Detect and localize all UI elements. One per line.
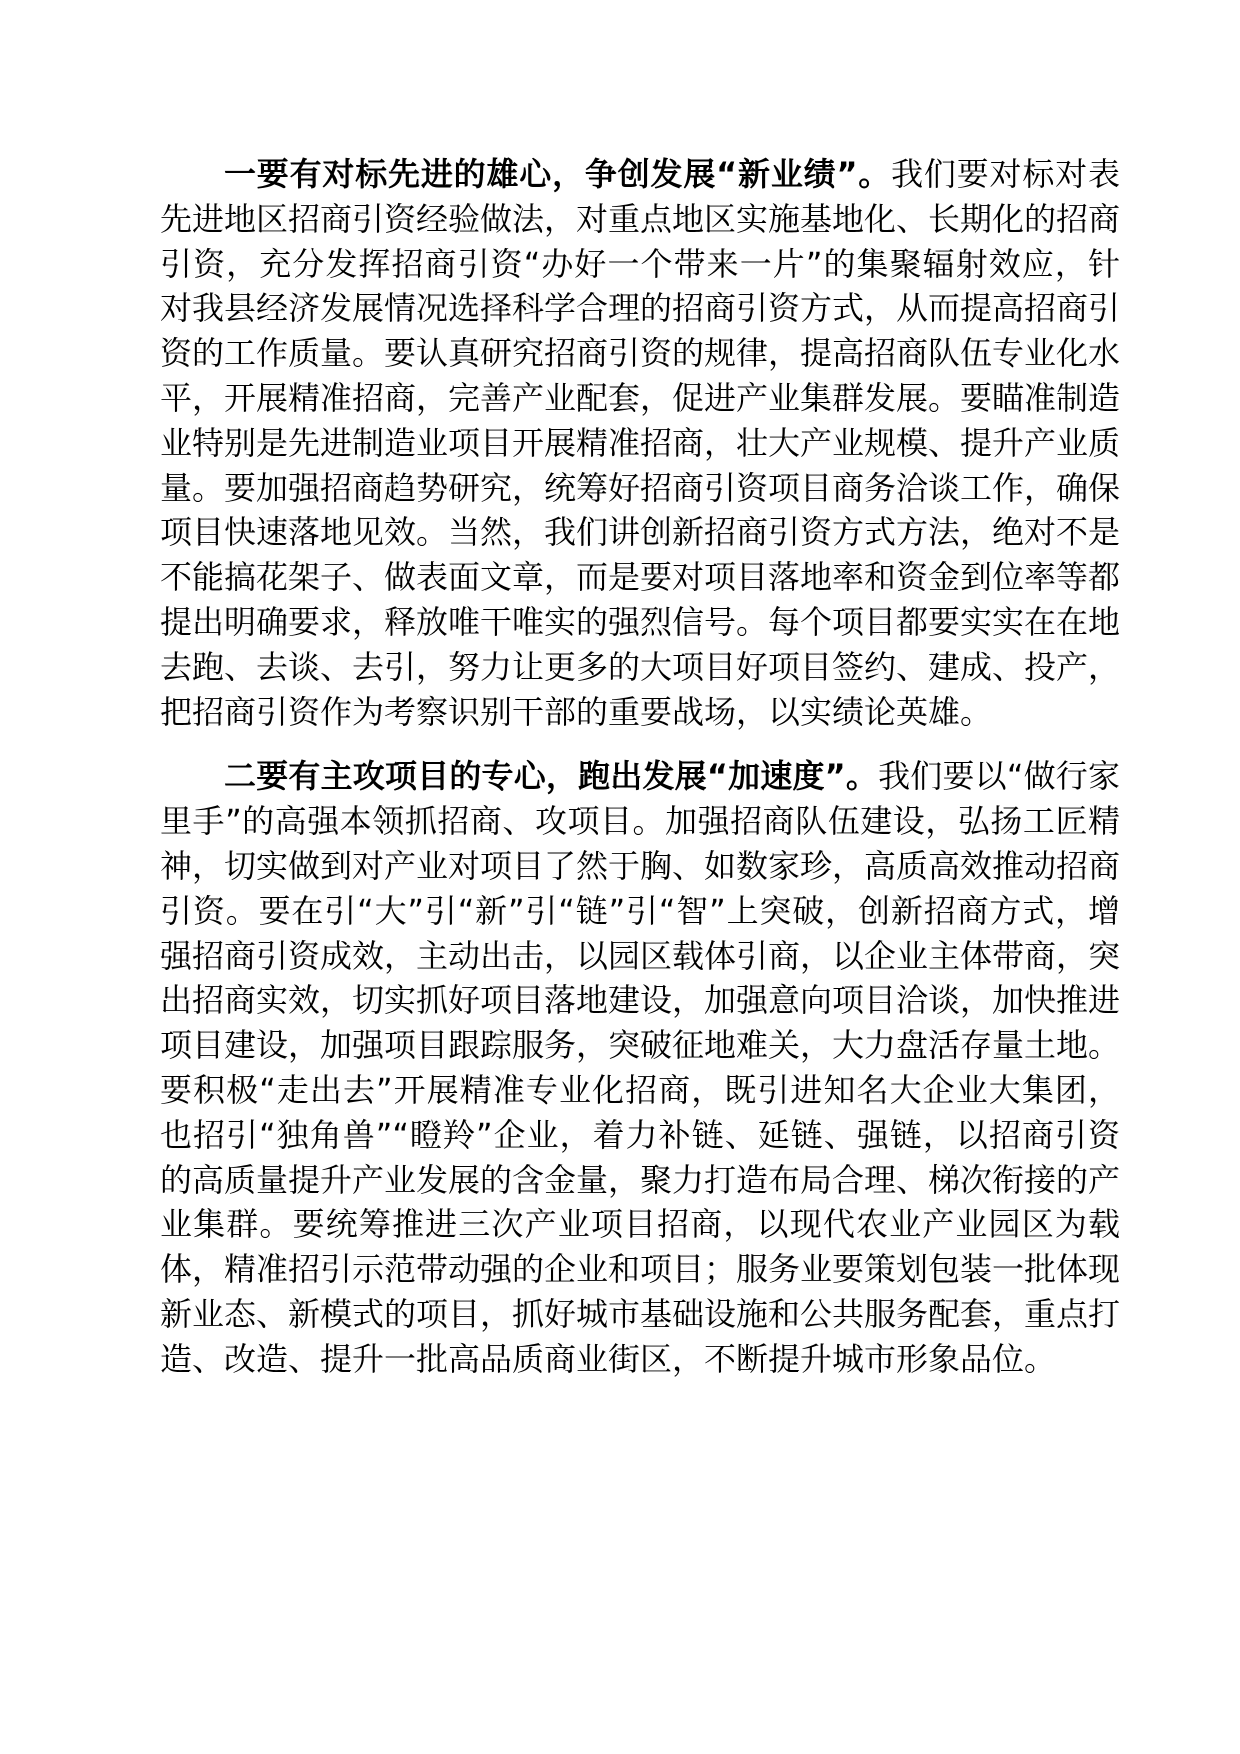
paragraph-1 bbox=[160, 152, 1120, 734]
paragraph-1-body: 我们要对标对表先进地区招商引资经验做法，对重点地区实施基地化、长期化的招商引资，充分发挥招商引资“办好一个带来一片”的集聚辐射效应，针对我县经济发展情况选择科学合理的招商引资方式，从而提高招商引资的工作质量。要认真研究招商引资的规律，提高招商队伍专业化水平，开展精准招商，完善产业配套，促进产业集群发展。要瞄准制造业特别是先进制造业项目开展精准招商，壮大产业规模、提升产业质量。要加强招商趋势研究，统筹好招商引资项目商务洽谈工作，确保项目快速落地见效。当然，我们讲创新招商引资方式方法，绝对不是不能搞花架子、做表面文章，而是要对项目落地率和资金到位率等都提出明确要求，释放唯干唯实的强烈信号。每个项目都要实实在在地去跑、去谈、去引，努力让更多的大项目好项目签约、建成、投产，把招商引资作为考察识别干部的重要战场，以实绩论英雄。 bbox=[160, 155, 1121, 731]
paragraph-1-heading: 一要有对标先进的雄心，争创发展“新业绩”。 bbox=[224, 155, 892, 193]
document-page bbox=[160, 152, 1120, 1382]
paragraph-2 bbox=[160, 754, 1120, 1381]
paragraph-2-body: 我们要以“做行家里手”的高强本领抓招商、攻项目。加强招商队伍建设，弘扬工匠精神，切实做到对产业对项目了然于胸、如数家珍，高质高效推动招商引资。要在引“大”引“新”引“链”引“智”上突破，创新招商方式，增强招商引资成效，主动出击，以园区载体引商，以企业主体带商，突出招商实效，切实抓好项目落地建设，加强意向项目洽谈，加快推进项目建设，加强项目跟踪服务，突破征地难关，大力盘活存量土地。要积极“走出去”开展精准专业化招商，既引进知名大企业大集团，也招引“独角兽”“瞪羚”企业，着力补链、延链、强链，以招商引资的高质量提升产业发展的含金量，聚力打造布局合理、梯次衔接的产业集群。要统筹推进三次产业项目招商，以现代农业产业园区为载体，精准招引示范带动强的企业和项目；服务业要策划包装一批体现新业态、新模式的项目，抓好城市基础设施和公共服务配套，重点打造、改造、提升一批高品质商业街区，不断提升城市形象品位。 bbox=[160, 757, 1121, 1378]
paragraph-2-heading: 二要有主攻项目的专心，跑出发展“加速度”。 bbox=[224, 757, 879, 796]
